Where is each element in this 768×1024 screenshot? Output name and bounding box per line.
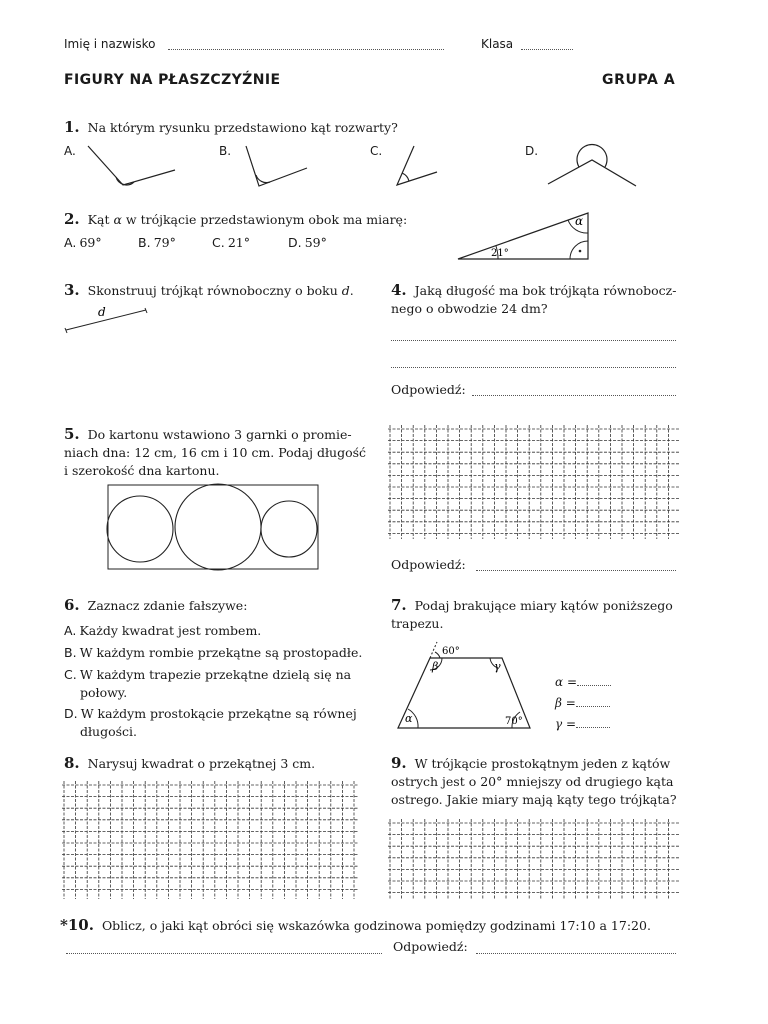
question-number: 2. [64,210,80,228]
q5-grid[interactable] [388,425,680,539]
option-text: W każdym prostokącie przekątne są równej [80,706,357,721]
question-number: 9. [391,754,407,772]
q7-answer-beta[interactable] [555,693,611,714]
option-value: 21° [227,235,250,250]
option-a[interactable]: A. [64,144,76,158]
answer-eq: = [566,675,577,689]
q9-grid[interactable] [388,819,680,899]
question-number: 8. [64,754,80,772]
option-b[interactable]: B. [219,144,232,158]
angle-d [548,160,636,186]
option-label: B. [138,235,151,250]
q4-answer-line-1[interactable] [391,340,676,341]
q2-option-b[interactable] [138,234,212,252]
question-number: *10. [60,916,94,934]
answer-symbol: γ [555,717,563,731]
question-text-line3: ostrego. Jakie miary mają kąty tego trójkąta? [391,792,677,807]
question-text: Kąt [87,212,110,227]
q10-answer-label: Odpowiedź: [393,939,468,954]
q4-answer-line-2[interactable] [391,367,676,368]
question-number: 6. [64,596,80,614]
question-text-line3: i szerokość dna kartonu. [64,463,220,478]
segment-d [60,300,160,336]
pot-2 [175,484,261,570]
question-6 [64,596,247,615]
question-text-line2: niach dna: 12 cm, 16 cm i 10 cm. Podaj długość [64,445,367,460]
option-value: 69° [79,235,102,250]
q5-answer-field[interactable] [476,570,676,571]
question-text: Skonstruuj trójkąt równoboczny o boku [87,283,338,298]
triangle-angle-label: 21° [491,248,509,259]
group-label: GRUPA A [602,72,676,88]
option-value: 79° [153,235,176,250]
question-number: 3. [64,281,80,299]
question-8 [64,754,315,773]
q1-angle-figures [0,0,768,200]
question-2 [64,210,407,229]
question-text-cont: w trójkącie przedstawionym obok ma miarę: [125,212,408,227]
question-5 [64,425,366,480]
name-label: Imię i nazwisko [64,37,156,51]
q5-answer-label: Odpowiedź: [391,557,466,572]
option-label: D. [288,235,302,250]
pot-3 [261,501,317,557]
page-title: FIGURY NA PŁASZCZYŹNIE [64,72,281,88]
q2-triangle [450,205,600,267]
segment-label: d [98,305,106,319]
q10-work-line[interactable] [66,953,382,954]
q10-answer-field[interactable] [476,953,676,954]
option-d[interactable]: D. [525,144,539,158]
angle-c-arc [402,173,409,181]
option-label: C. [64,667,77,682]
q2-option-a[interactable] [64,234,138,252]
question-text-line2: trapezu. [391,616,444,631]
pot-1 [107,496,173,562]
question-3 [64,281,354,300]
q6-option-a[interactable] [64,622,364,640]
question-9 [391,754,677,809]
q7-answer-alpha[interactable] [555,672,611,693]
question-text: Na którym rysunku przedstawiono kąt rozwarty? [87,120,398,135]
q4-answer-field[interactable] [472,395,676,396]
question-text: Oblicz, o jaki kąt obróci się wskazówka godzinowa pomiędzy godzinami 17:10 a 17:20. [101,918,651,933]
option-text-cont: długości. [80,724,138,739]
question-text-line2: ostrych jest o 20° mniejszy od drugiego kąta [391,774,674,789]
question-7 [391,596,673,633]
question-number: 7. [391,596,407,614]
q6-option-c[interactable] [64,666,364,701]
q2-options [64,234,368,252]
question-text: Narysuj kwadrat o przekątnej 3 cm. [87,756,316,771]
question-text-end: . [349,283,354,298]
gamma-label: γ [494,660,501,673]
question-text-line2: nego o obwodzie 24 dm? [391,301,548,316]
angle-a-arc [116,177,134,185]
question-number: 1. [64,118,80,136]
q4-answer-label: Odpowiedź: [391,382,466,397]
angle-d-arc [577,145,607,167]
option-value: 59° [304,235,327,250]
q6-options [64,622,364,740]
option-text: W każdym rombie przekątne są prostopadłe. [79,645,363,660]
q2-option-c[interactable] [212,234,288,252]
answer-eq: = [565,696,576,710]
q7-answers [555,672,611,735]
answer-eq: = [566,717,577,731]
angle-70-label: 70° [505,716,523,727]
answer-symbol: β [555,696,562,710]
triangle-alpha-label: α [575,214,584,228]
option-label: B. [64,645,77,660]
angle-a [88,146,175,185]
alpha-label: α [405,712,413,725]
angle-b [246,146,307,186]
option-text: Każdy kwadrat jest rombem. [79,623,262,638]
option-text: W każdym trapezie przekątne dzielą się na [79,667,352,682]
angle-60-label: 60° [442,646,460,657]
question-text: Podaj brakujące miary kątów poniższego [414,598,673,613]
var-d: d [341,283,350,298]
option-label: D. [64,706,78,721]
q7-answer-gamma[interactable] [555,714,611,735]
question-number: 5. [64,425,80,443]
question-10 [60,916,651,935]
q2-option-d[interactable] [288,234,368,252]
question-4 [391,281,677,318]
alpha-symbol: α [113,212,122,227]
question-text: Do kartonu wstawiono 3 garnki o promie- [87,427,352,442]
option-c[interactable]: C. [370,144,383,158]
option-label: A. [64,623,77,638]
q8-grid[interactable] [62,781,358,899]
answer-symbol: α [555,675,564,689]
carton-figure [100,478,328,576]
q6-option-d[interactable] [64,705,364,740]
question-text: Jaką długość ma bok trójkąta równobocz- [414,283,677,298]
class-label: Klasa [481,37,514,51]
trapezoid-figure [390,638,540,734]
question-text: Zaznacz zdanie fałszywe: [87,598,248,613]
option-label: C. [212,235,225,250]
angle-c [397,146,437,185]
q6-option-b[interactable] [64,644,364,662]
option-label: A. [64,235,77,250]
beta-label: β [432,660,439,673]
question-text: W trójkącie prostokątnym jeden z kątów [414,756,671,771]
option-text-cont: połowy. [80,685,128,700]
question-number: 4. [391,281,407,299]
